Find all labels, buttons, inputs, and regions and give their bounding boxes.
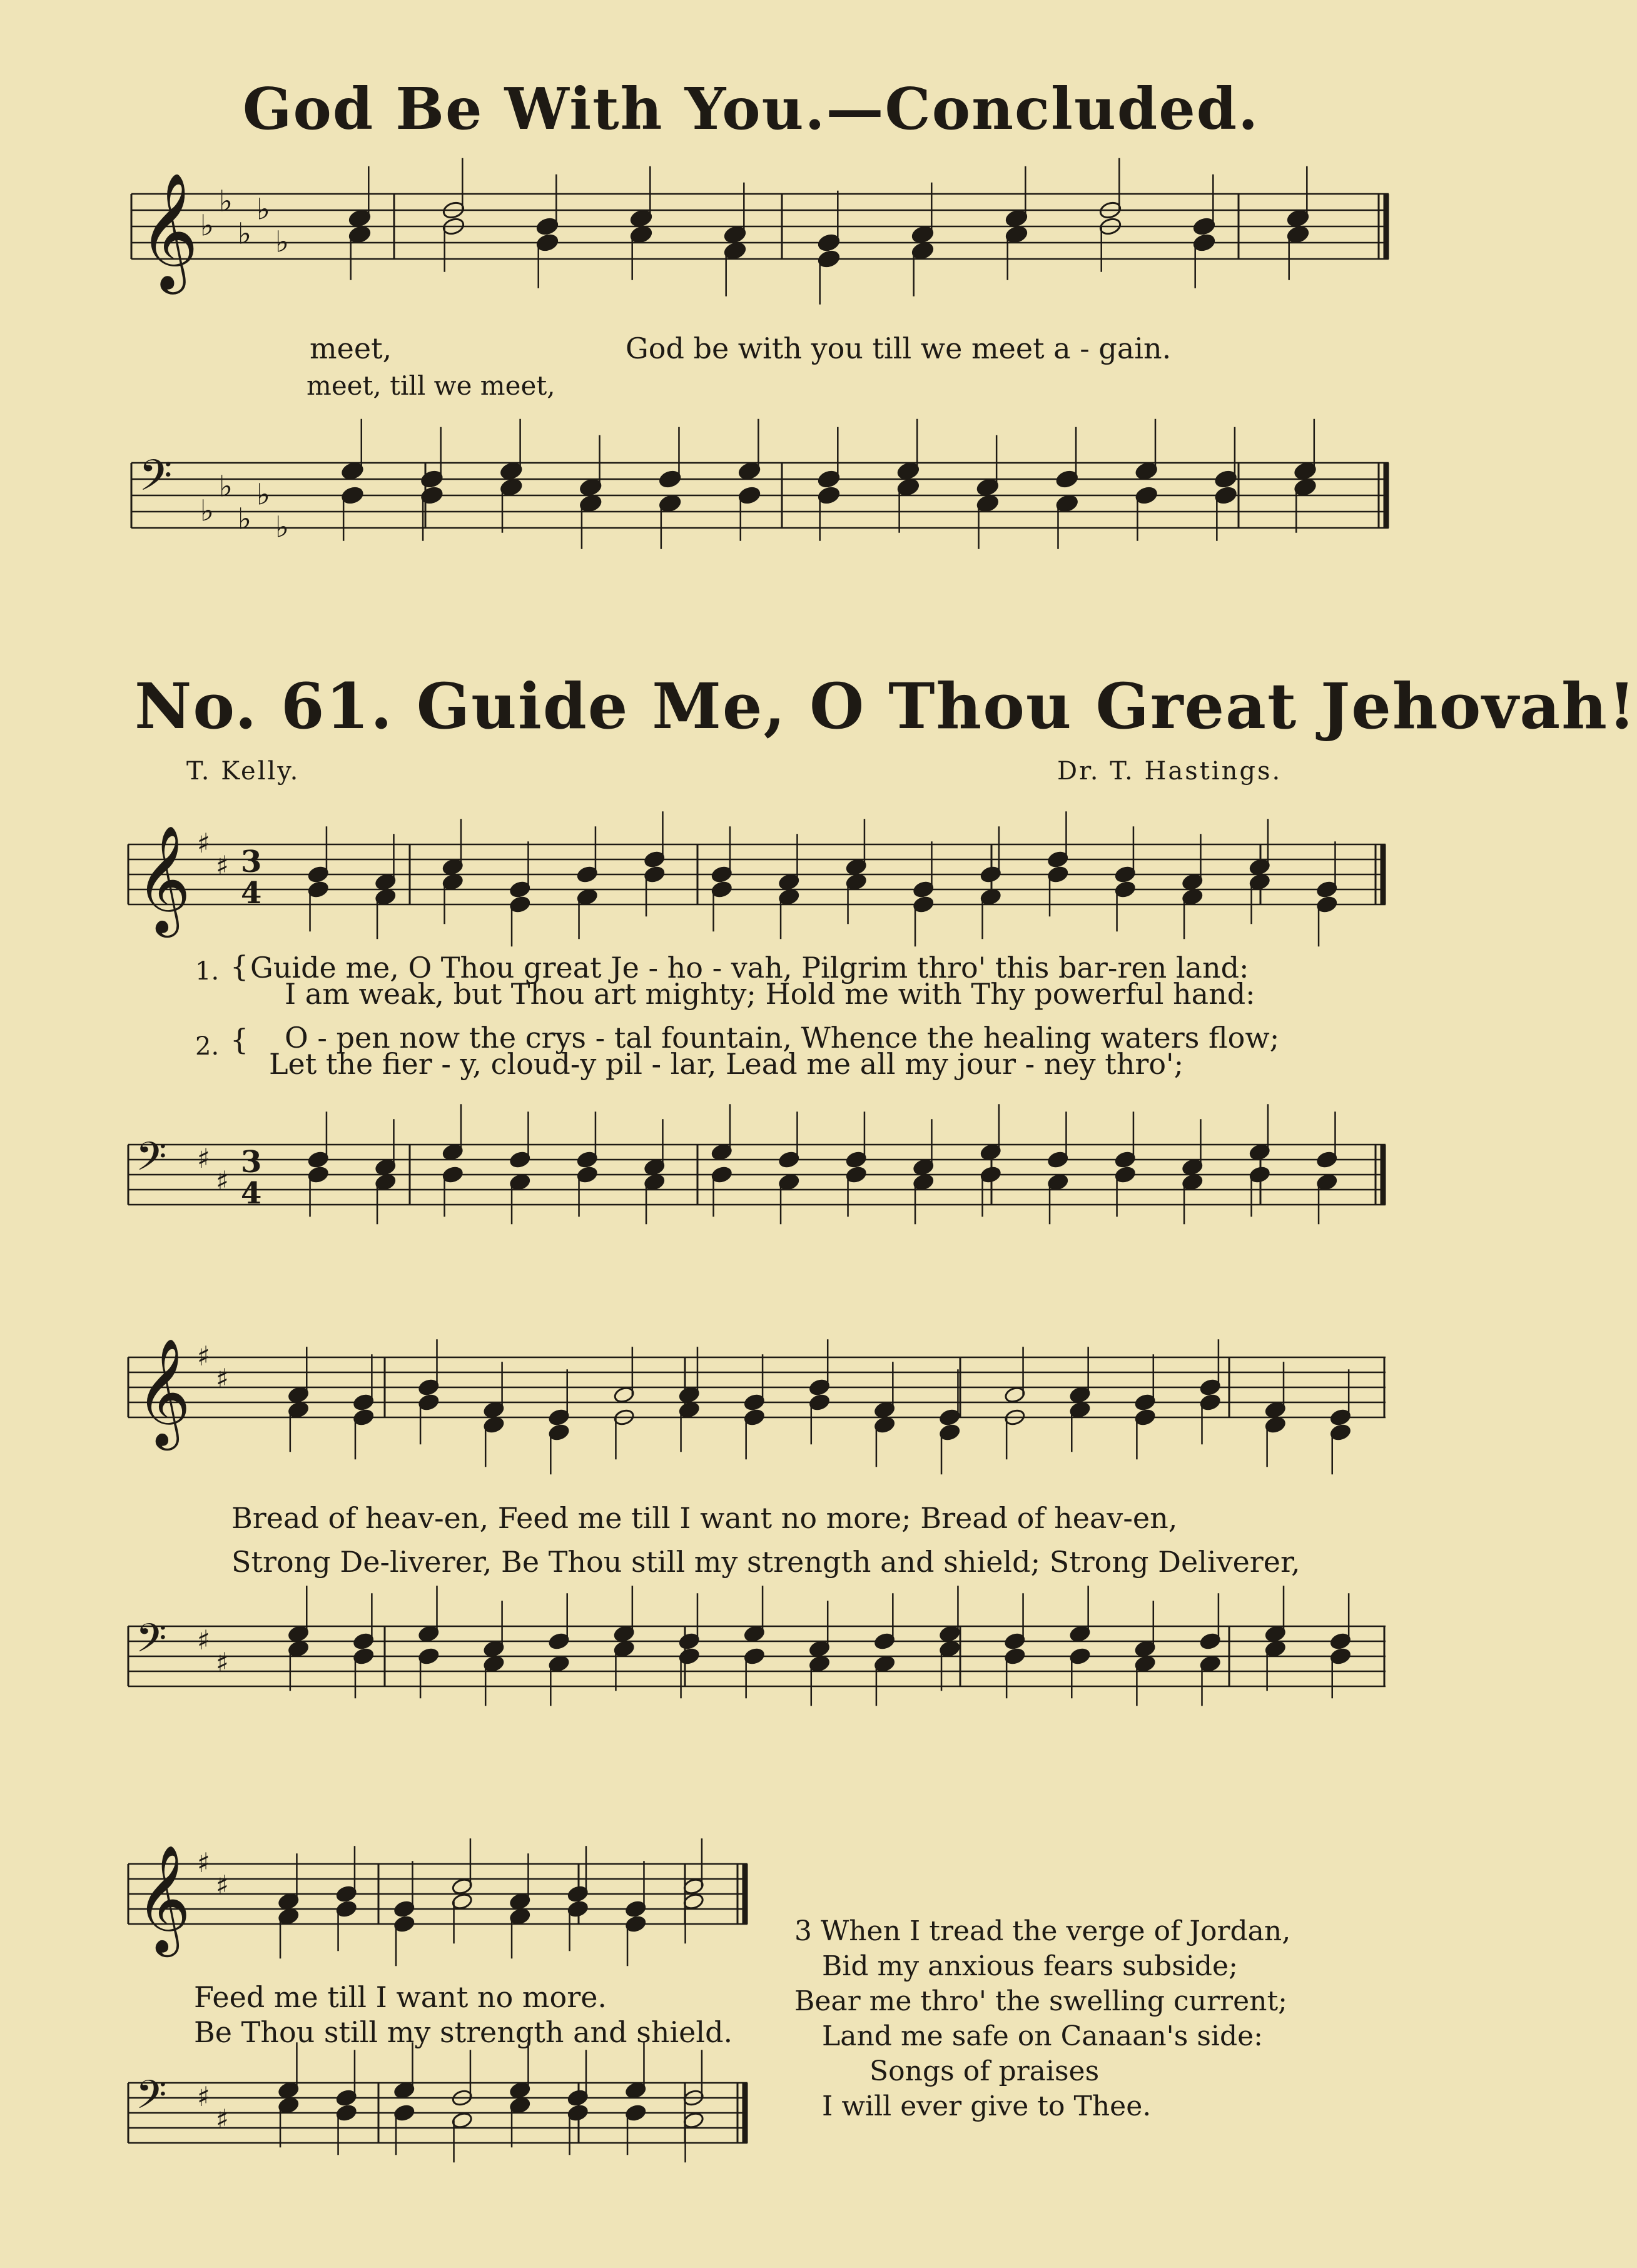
stanza1-number: 1. — [195, 957, 220, 986]
stanza2-brace: { — [230, 1023, 249, 1056]
bass-clef-icon: 𝄢 — [139, 450, 173, 512]
stanza2-line2: Let the fier - y, cloud-y pil - lar, Lead me all my jour - ney thro'; — [269, 1047, 1184, 1081]
stanza1-line2: I am weak, but Thou art mighty; Hold me with Thy powerful hand: — [285, 977, 1255, 1011]
system3-bass-staff — [122, 2045, 754, 2195]
flat-icon: ♭ — [200, 494, 215, 529]
verse3-block — [794, 1914, 1290, 2124]
treble-clef-icon: 𝄞 — [139, 172, 199, 290]
concluded-bass-staff — [125, 425, 1395, 575]
hymn-title: Guide Me, O Thou Great Jehovah! — [416, 669, 1637, 743]
concluded-treble-staff — [125, 169, 1395, 313]
verse3-line: Songs of praises — [869, 2055, 1100, 2087]
treble-clef-icon: 𝄞 — [136, 1845, 191, 1953]
treble-clef-icon: 𝄞 — [136, 1338, 191, 1446]
bass-clef-icon: 𝄢 — [136, 1133, 167, 1190]
verse3-line: I will ever give to Thee. — [822, 2090, 1152, 2122]
hymn-number: No. 61. — [134, 669, 393, 743]
verse3-line: 3 When I tread the verge of Jordan, — [794, 1915, 1291, 1947]
flat-icon: ♭ — [275, 510, 290, 545]
sharp-icon: ♯ — [197, 828, 210, 860]
sharp-icon: ♯ — [197, 1625, 210, 1657]
system2-bass-staff — [122, 1589, 1392, 1751]
composer-credit: Dr. T. Hastings. — [1057, 757, 1282, 786]
sharp-icon: ♯ — [216, 1648, 229, 1679]
sharp-icon: ♯ — [197, 1143, 210, 1175]
flat-icon: ♭ — [238, 217, 252, 251]
sharp-icon: ♯ — [216, 2104, 229, 2136]
concluded-lyric-line: God be with you till we meet a - gain. — [626, 332, 1172, 365]
sharp-icon: ♯ — [216, 1870, 229, 1902]
sharp-icon: ♯ — [216, 851, 229, 883]
flat-icon: ♭ — [256, 193, 271, 227]
author-credit: T. Kelly. — [186, 757, 300, 786]
hymn-heading — [134, 669, 1637, 743]
verse3-line: Bid my anxious fears subside; — [822, 1950, 1238, 1982]
bass-clef-icon: 𝄢 — [136, 2072, 167, 2128]
time-signature-top: 3 — [241, 1145, 262, 1180]
system1-bass-staff — [122, 1095, 1392, 1245]
concluded-lyric-alto: meet, till we meet, — [307, 370, 555, 401]
time-signature-bottom: 4 — [241, 876, 262, 911]
system3-lyric-line2: Be Thou still my strength and shield. — [194, 2015, 733, 2049]
continued-hymn-title: God Be With You.—Concluded. — [242, 75, 1260, 143]
flat-icon: ♭ — [275, 225, 290, 260]
time-signature-bottom: 4 — [241, 1176, 262, 1211]
concluded-lyric-word: meet, — [310, 332, 392, 365]
sharp-icon: ♯ — [197, 2082, 210, 2114]
system2-treble-staff — [122, 1326, 1392, 1489]
time-signature-top: 3 — [241, 844, 262, 879]
verse3-line: Land me safe on Canaan's side: — [822, 2020, 1264, 2052]
sharp-icon: ♯ — [216, 1166, 229, 1198]
treble-clef-icon: 𝄞 — [136, 825, 191, 933]
sharp-icon: ♯ — [197, 1848, 210, 1880]
system1-treble-staff — [122, 807, 1392, 932]
stanza1-brace: { — [230, 949, 249, 983]
stanza1-line1: Guide me, O Thou great Je - ho - vah, Pilgrim thro' this bar-ren land: — [250, 951, 1249, 985]
system2-lyric-line2: Strong De-liverer, Be Thou still my strength and shield; Strong Deliverer, — [231, 1545, 1300, 1579]
stanza2-line1: O - pen now the crys - tal fountain, Whence the healing waters flow; — [285, 1021, 1280, 1055]
system3-lyric-line1: Feed me till I want no more. — [194, 1980, 607, 2014]
flat-icon: ♭ — [256, 478, 271, 512]
flat-icon: ♭ — [219, 185, 233, 219]
flat-icon: ♭ — [200, 209, 215, 243]
sharp-icon: ♯ — [197, 1341, 210, 1373]
stanza2-number: 2. — [195, 1032, 220, 1061]
system3-treble-staff — [122, 1839, 754, 1964]
system2-lyric-line1: Bread of heav-en, Feed me till I want no more; Bread of heav-en, — [231, 1501, 1178, 1535]
bass-clef-icon: 𝄢 — [136, 1615, 167, 1671]
verse3-line: Bear me thro' the swelling current; — [794, 1985, 1287, 2017]
flat-icon: ♭ — [219, 470, 233, 504]
flat-icon: ♭ — [238, 502, 252, 537]
sharp-icon: ♯ — [216, 1364, 229, 1395]
